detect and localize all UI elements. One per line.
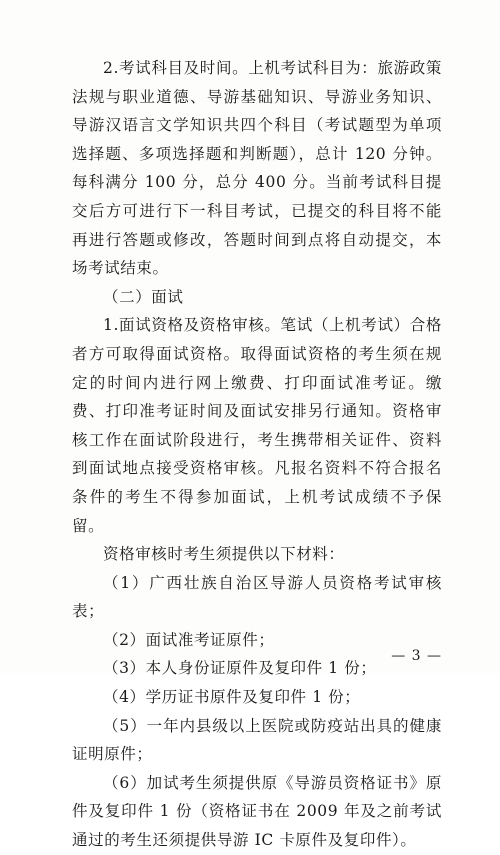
materials-item-2: （2）面试准考证原件； [103, 630, 275, 649]
materials-item-3: （3）本人身份证原件及复印件 1 份； [103, 659, 377, 678]
exam-subjects-paragraph: 2.考试科目及时间。上机考试科目为：旅游政策法规与职业道德、导游基础知识、导游业务知识、导游汉语言文学知识共四个科目（考试题型为单项选择题、多项选择题和判断题），总计 120 分钟。每科满分 100 分，总分 400 分。当前考试科目提交后方可进行下一科目考试，已提交的科目将不能再进行答题或修改，答题时间到点将自动提交，本场考试结束。 [72, 59, 442, 278]
materials-item-4: （4）学历证书原件及复印件 1 份； [103, 688, 361, 707]
materials-intro: 资格审核时考生须提供以下材料： [103, 545, 345, 564]
section-heading-interview: （二）面试 [103, 287, 184, 306]
interview-qualification-paragraph: 1.面试资格及资格审核。笔试（上机考试）合格者方可取得面试资格。取得面试资格的考生须在规定的时间内进行网上缴费、打印面试准考证。缴费、打印准考证时间及面试安排另行通知。资格审核工作在面试阶段进行，考生携带相关证件、资料到面试地点接受资格审核。凡报名资料不符合报名条件的考生不得参加面试，上机考试成绩不予保留。 [72, 316, 442, 535]
materials-item-5: （5）一年内县级以上医院或防疫站出具的健康证明原件； [72, 716, 442, 764]
materials-item-6: （6）加试考生须提供原《导游员资格证书》原件及复印件 1 份（资格证书在 2009 年及之前考试通过的考生还须提供导游 IC 卡原件及复印件）。 [72, 773, 442, 850]
document-body [72, 54, 442, 855]
materials-item-1: （1）广西壮族自治区导游人员资格考试审核表； [72, 573, 442, 621]
page-number: — 3 — [391, 648, 442, 664]
